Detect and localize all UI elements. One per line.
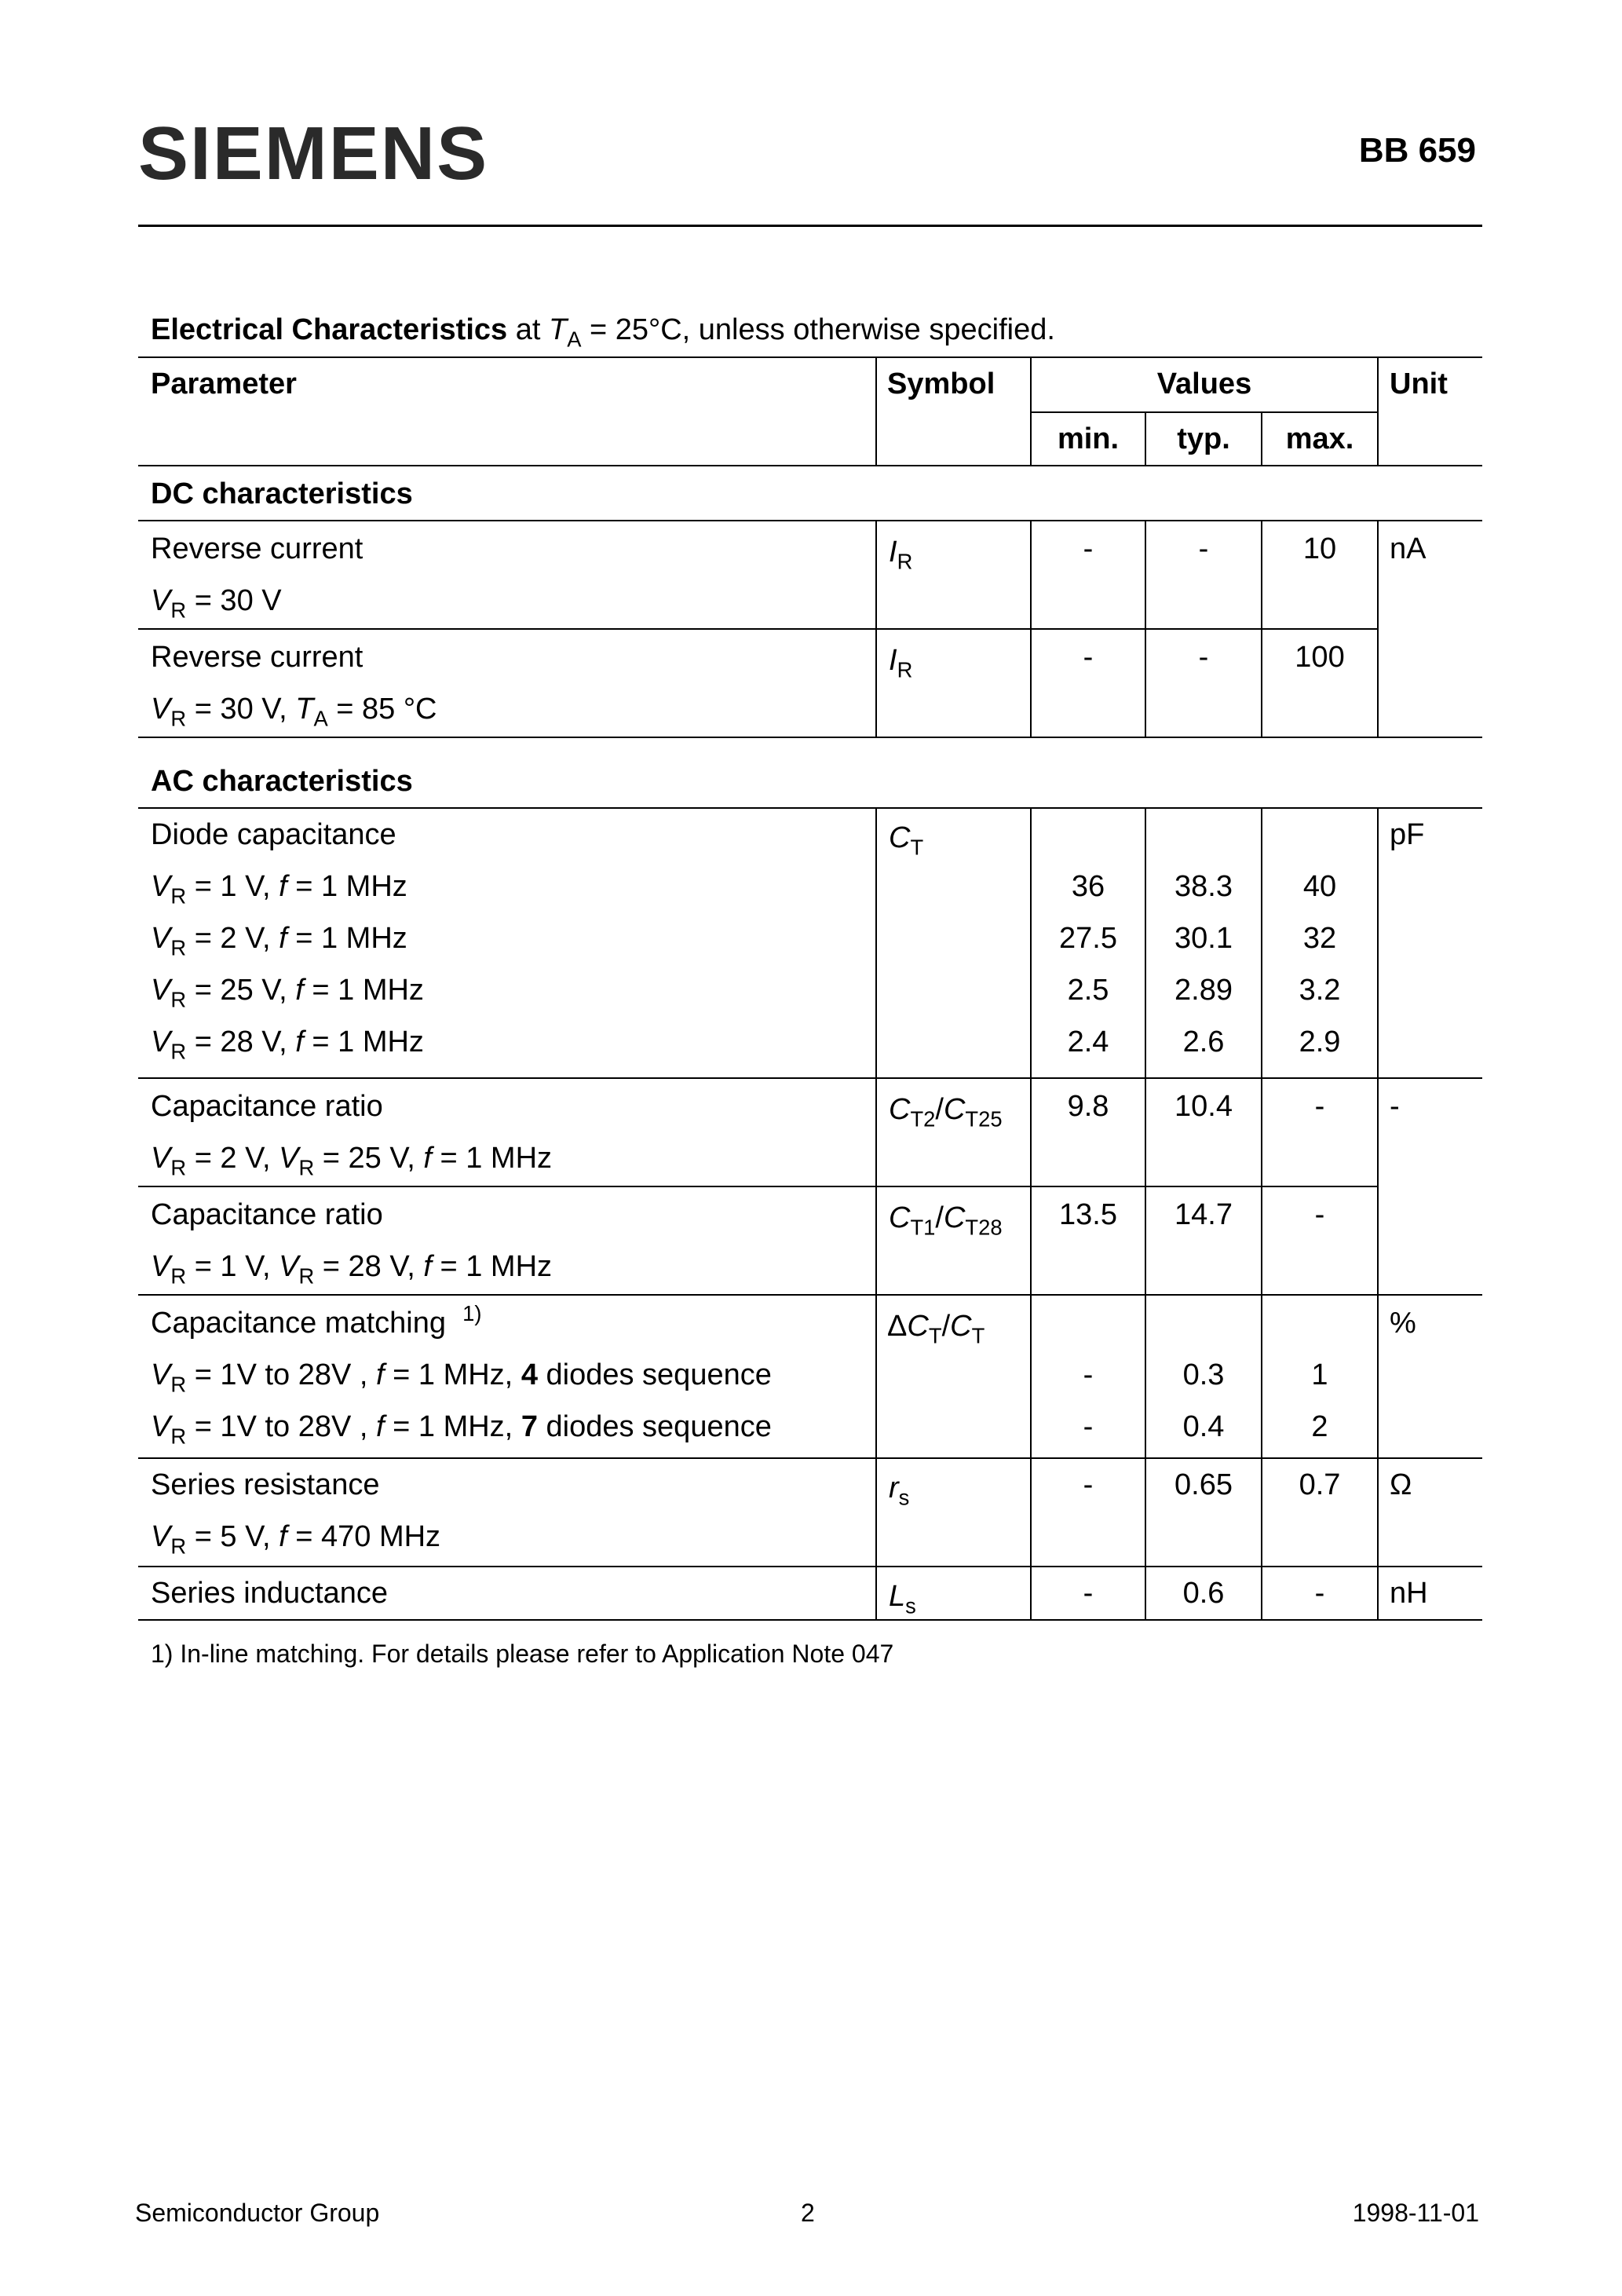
table-rule [1377,807,1379,1619]
ct-typ: 30.1 [1174,922,1233,955]
match-min: - [1083,1358,1094,1391]
table-rule [875,807,877,1619]
match-max: 1 [1311,1358,1328,1391]
footer-page-number: 2 [801,2199,815,2227]
part-number: BB 659 [1358,131,1476,170]
ct-max: 40 [1302,870,1337,903]
ct-min: 2.5 [1067,974,1109,1007]
col-parameter-header: Parameter [151,367,297,400]
cond-series-resistance: $V_R = 5$ V, f = 470 MHz [151,1520,441,1559]
ir2-max: 100 [1295,641,1345,674]
symbol-ir: $I_R$ [889,536,913,574]
ratio1-max: - [1314,1090,1325,1123]
param-reverse-current: Reverse current [151,532,363,565]
ir2-typ: - [1198,641,1209,674]
rs-typ: 0.65 [1174,1468,1233,1501]
symbol-ir-hot: $I_R$ [889,644,913,682]
ls-typ: 0.6 [1182,1577,1225,1610]
table-rule [138,356,1482,358]
ct-typ: 2.6 [1182,1026,1225,1058]
ir1-min: - [1083,532,1094,565]
table-rule [138,1077,1482,1079]
match-min: - [1083,1410,1094,1443]
ratio2-max: - [1314,1198,1325,1231]
cond-reverse-current-hot: $V_R = 30$ V, $T_A = 85$ °C [151,693,437,731]
param-capacitance-matching: Capacitance matching $^{1)}$ [151,1300,482,1340]
symbol-ls: $L_s$ [889,1580,916,1618]
table-rule [138,1566,1482,1567]
ct-cond: $V_R = 1$ V, f = 1 MHz [151,870,407,909]
match-max: 2 [1311,1410,1328,1443]
ct-cond: $V_R = 25$ V, f = 1 MHz [151,974,424,1012]
ratio-unit: - [1390,1090,1400,1123]
match-typ: 0.3 [1182,1358,1225,1391]
section-ac: AC characteristics [151,765,413,798]
symbol-ct-ratio-2: $C_{T1}/C_{T28}$ [889,1201,1003,1240]
col-unit-header: Unit [1390,367,1448,400]
ct-min: 36 [1071,870,1105,903]
table-rule [138,737,1482,738]
cond-reverse-current: $V_R = 30$ V [151,584,282,623]
param-series-resistance: Series resistance [151,1468,380,1501]
param-capacitance-ratio: Capacitance ratio [151,1090,383,1123]
ratio2-typ: 14.7 [1174,1198,1233,1231]
table-rule [138,1294,1482,1296]
table-title: Electrical Characteristics at $T_A = 25^\circ C$, unless otherwise specified. [151,313,1055,352]
table-rule [875,356,877,465]
match-cond: $V_R = 1V$ to 28V , f = 1 MHz, 7 diodes sequence [151,1410,772,1449]
ratio1-typ: 10.4 [1174,1090,1233,1123]
col-typ-header: typ. [1177,422,1230,455]
table-rule [138,807,1482,809]
symbol-ct-ratio: $C_{T2}/C_{T25}$ [889,1093,1003,1132]
ct-typ: 2.89 [1174,974,1233,1007]
match-cond: $V_R = 1V$ to 28V , f = 1 MHz, 4 diodes sequence [151,1358,772,1397]
header-rule [138,225,1482,227]
param-capacitance-ratio-2: Capacitance ratio [151,1198,383,1231]
symbol-delta-ct: $\Delta C_T/C_T$ [887,1310,985,1348]
ratio1-min: 9.8 [1067,1090,1109,1123]
table-rule [138,520,1482,521]
rs-max: 0.7 [1299,1468,1341,1501]
param-series-inductance: Series inductance [151,1577,389,1610]
siemens-logo: SIEMENS [138,112,489,196]
ir2-min: - [1083,641,1094,674]
match-typ: 0.4 [1182,1410,1225,1443]
footer-date: 1998-11-01 [1352,2199,1479,2227]
ct-min: 27.5 [1059,922,1117,955]
cond-capacitance-ratio-2: $V_R = 1$ V, $V_R = 28$ V, f = 1 MHz [151,1250,553,1289]
footnote: 1) In-line matching. For details please refer to Application Note 047 [151,1640,894,1668]
col-values-header: Values [1156,367,1252,400]
ratio2-min: 13.5 [1059,1198,1117,1231]
table-rule [138,1619,1482,1621]
symbol-ct: $C_T$ [889,821,924,860]
ct-typ: 38.3 [1174,870,1233,903]
ct-max: 32 [1302,922,1337,955]
ct-min: 2.4 [1067,1026,1109,1058]
table-rule [1377,356,1379,465]
rs-unit: Ω [1390,1468,1412,1501]
ls-unit: nH [1390,1577,1428,1610]
table-rule [138,628,1377,630]
match-unit: % [1390,1307,1416,1340]
footer-company: Semiconductor Group [135,2199,380,2227]
ls-min: - [1083,1577,1094,1610]
param-reverse-current-hot: Reverse current [151,641,363,674]
ct-max: 3.2 [1299,974,1341,1007]
section-dc: DC characteristics [151,477,413,510]
table-rule [138,465,1482,466]
ct-cond: $V_R = 2$ V, f = 1 MHz [151,922,407,960]
col-symbol-header: Symbol [887,367,995,400]
param-diode-capacitance: Diode capacitance [151,818,396,851]
table-rule [875,520,877,737]
col-min-header: min. [1057,422,1120,455]
cond-capacitance-ratio: $V_R = 2$ V, $V_R = 25$ V, f = 1 MHz [151,1142,553,1180]
ct-cond: $V_R = 28$ V, f = 1 MHz [151,1026,424,1064]
ir1-max: 10 [1302,532,1337,565]
table-rule [1377,520,1379,737]
ct-unit: pF [1390,818,1425,851]
ct-max: 2.9 [1299,1026,1341,1058]
ir-unit: nA [1390,532,1427,565]
table-rule [138,1457,1482,1459]
ls-max: - [1314,1577,1325,1610]
table-rule [1030,411,1377,413]
table-rule [138,1186,1377,1187]
rs-min: - [1083,1468,1094,1501]
col-max-header: max. [1285,422,1354,455]
symbol-rs: $r_s$ [889,1472,910,1510]
ir1-typ: - [1198,532,1209,565]
